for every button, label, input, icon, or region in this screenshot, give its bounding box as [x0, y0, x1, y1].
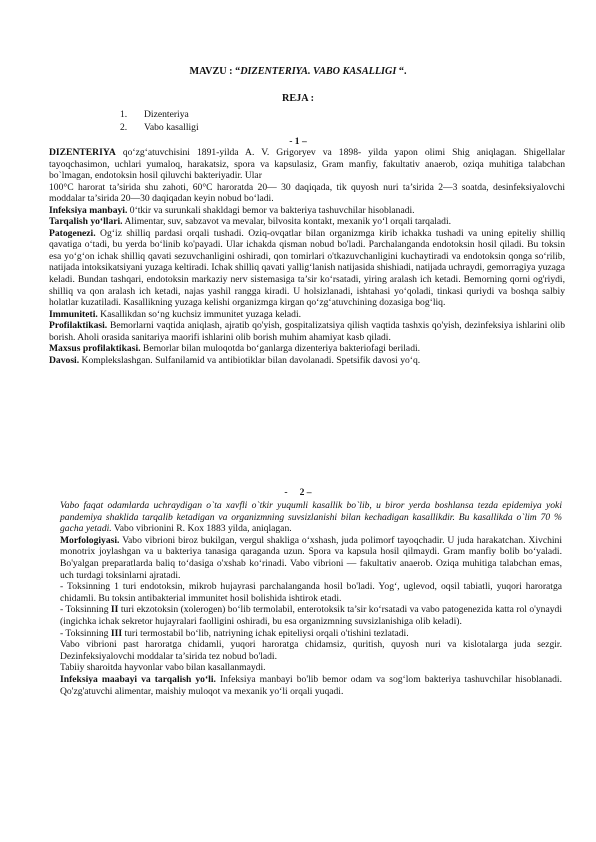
- paragraph-text: - Toksinning: [60, 627, 111, 639]
- paragraph: [60, 535, 562, 581]
- paragraph-text: Infeksiya manbayi bo'lib bemor odam va sog‘lom bakteriya tashuvchilar hisoblanadi. Qo'zg'atuvchi alimentar, maishiy muloqot va mexanik yo‘li orqali yuqadi.: [60, 673, 562, 697]
- paragraph: [49, 355, 565, 367]
- paragraph-text: Bemorlarni vaqtida aniqlash, ajratib qo'yish, gospitalizatsiya qilish vaqtida tashxis qo'yish, dezinfeksiya ishlarini olib borish. Aholi orasida sanitariya maorifi ishlarini olib borish muhim ahamiyat kasb qiladi.: [49, 320, 565, 343]
- term-dizenteriya: DIZENTERIYA: [49, 147, 116, 158]
- plan-heading: REJA :: [282, 93, 314, 104]
- title-italic: DIZENTERIYA. VABO KASALLIGI: [240, 66, 397, 77]
- paragraph: [60, 639, 562, 662]
- paragraph-text: qo‘zg‘atuvchisini 1891-yilda A. V. Grigoryev va 1898- yilda yapon olimi Shig aniqlagan. Shigellalar tayoqchasimon, uchlari yumaloq, harakatsiz, spora va kapsulasiz, Gram manfiy, fakultativ anaerob, oziqa muhitiga talabchan bo`lmagan, endotoksin hosil qiluvchi bakteriyadir. Ular: [49, 147, 565, 182]
- term-infeksiya-manbayi: Infeksiya manbayi.: [49, 204, 128, 216]
- plan-item-number: 2.: [120, 122, 128, 133]
- paragraph-text: turi termostabil bo‘lib, natriyning ichak epiteliysi orqali o'tishini tezlatadi.: [122, 627, 409, 639]
- section-1-marker: - 1 –: [289, 136, 307, 147]
- paragraph: [49, 343, 565, 355]
- paragraph-text: - Toksinning 1 turi endotoksin, mikrob hujayrasi parchalanganda hosil bo'ladi. Yog‘, uglevod, oqsil tabiatli, yuqori haroratga chidamli. Bu toksin antibakterial immunitet hosil bolishida ishtirok etadi.: [60, 581, 562, 604]
- section-1-body: [49, 147, 565, 366]
- plan-item: [120, 108, 199, 121]
- paragraph: [49, 320, 565, 343]
- term-tarqalish-yollari: Tarqalish yo‘llari.: [49, 216, 123, 228]
- paragraph-text: turi ekzotoksin (xolerogen) bo‘lib termolabil, enterotoksik ta’sir ko‘rsatadi va vabo patogenezida katta rol o'ynaydi (ingichka ichak sekretor hujayralari faolligini oshiradi, bu esa organizmning suvsizlanishiga olib keladi).: [60, 604, 562, 627]
- paragraph: [49, 147, 565, 182]
- paragraph-text: Vabo vibrionini R. Kox 1883 yilda, aniqlagan.: [111, 523, 292, 535]
- section-2-body: [60, 500, 562, 697]
- plan-item-number: 1.: [120, 109, 128, 120]
- paragraph: [49, 309, 565, 321]
- paragraph-text: Bemorlar bilan muloqotda bo‘ganlarga dizenteriya bakteriofagi beriladi.: [140, 343, 421, 355]
- paragraph: [49, 205, 565, 217]
- paragraph-text: Vabo vibrioni biroz bukilgan, vergul shakliga o‘xshash, juda polimorf tayoqchadir. U juda harakatchan. Xivchini monotrix joylashgan va u bakteriya tanasiga qaraganda uzun. Spora va kapsula hosil qilmaydi. Gram manfiy bolib bo‘yaladi. Bo'yalgan preparatlarda baliq to‘dasiga o'xshab ko‘rinadi. Vabo vibrioni — fakultativ anaerob. Oziqa muhitiga talabchan emas, uch turdagi toksinlarni ajratadi.: [60, 534, 562, 581]
- title-prefix: MAVZU : “: [189, 66, 241, 77]
- paragraph-text: 0‘tkir va surunkali shakldagi bemor va bakteriya tashuvchilar hisoblanadi.: [127, 204, 415, 216]
- term-immuniteti: Immuniteti.: [49, 308, 98, 320]
- toxin-type-iii: III: [110, 627, 123, 639]
- paragraph: [49, 182, 565, 205]
- term-profilaktikasi: Profilaktikasi.: [49, 320, 108, 332]
- vabo-definition-italic: Vabo faqat odamlarda uchraydigan o`ta xavfli o`tkir yuqumli kasallik bo`lib, u biror yerda boshlansa tezda epidemiya yoki pandemiya shaklida tarqalib ketadigan va organizmning suvsizlanishi bilan kechadigan kasallikdir. Bu kasallikda o`lim 70 % gacha yetadi.: [60, 500, 562, 535]
- paragraph-text: - Toksinning: [60, 604, 111, 616]
- paragraph-text: Komplekslashgan. Sulfanilamid va antibiotiklar bilan davolanadi. Spetsifik davosi yo‘q.: [79, 354, 421, 366]
- paragraph: [60, 581, 562, 604]
- paragraph: [60, 604, 562, 627]
- section-2-marker: - 2 –: [284, 487, 312, 498]
- plan-list: [120, 108, 199, 134]
- term-davosi: Davosi.: [49, 354, 80, 366]
- plan-item-label: Dizenteriya: [144, 109, 189, 120]
- plan-item: [120, 121, 199, 134]
- paragraph-text: Vabo vibrioni past haroratga chidamli, yuqori haroratga chidamsiz, quritish, quyosh nuri va kislotalarga juda sezgir. Dezinfeksiyalovchi moddalar ta’sirida tez nobud bo'ladi.: [60, 639, 562, 662]
- term-patogenezi: Patogenezi.: [49, 227, 96, 239]
- plan-item-label: Vabo kasalligi: [144, 122, 199, 133]
- document-title: [0, 66, 596, 77]
- toxin-type-ii: II: [110, 604, 119, 616]
- paragraph: [60, 500, 562, 535]
- paragraph: [60, 628, 562, 640]
- paragraph: [60, 674, 562, 697]
- title-suffix: “.: [396, 66, 407, 77]
- paragraph: [49, 228, 565, 309]
- paragraph-text: Kasallikdan so‘ng kuchsiz immunitet yuzaga keladi.: [97, 308, 302, 320]
- paragraph: [49, 216, 565, 228]
- paragraph-text: Alimentar, suv, sabzavot va mevalar, bilvosita kontakt, mexanik yo‘l orqali tarqaladi.: [122, 216, 452, 228]
- term-morfologiyasi: Morfologiyasi.: [60, 534, 120, 546]
- paragraph-text: 100°C harorat ta’sirida shu zahoti, 60°C haroratda 20— 30 daqiqada, tik quyosh nuri ta’sirida 2—3 soatda, desinfeksiyalovchi moddalar ta’sirida 20—30 daqiqadan keyin nobud bo‘ladi.: [49, 181, 565, 205]
- paragraph-text: Og‘iz shilliq pardasi orqali tushadi. Oziq-ovqatlar bilan organizmga kirib ichakka tushadi va uning epiteliy shilliq qavatiga o‘tadi, bu yerda bo‘linib ko'payadi. Ular ichakda qisman nobud bo'ladi. Parchalanganda endotoksin hosil qiladi. Bu toksin esa yo‘g‘on ichak shilliq qavati sezuvchanligini oshiradi, qon tomirlari o'tkazuvchanligini kuchaytiradi va endotoksin qonga so‘rilib, natijada intoksikatsiyani yuzaga keltiradi. Ichak shilliq qavati yallig‘lanish natijasida shishiadi, natijada uchraydi, gemorragiya yuzaga keladi. Bundan tashqari, endotoksin markaziy nerv sistemasiga ta’sir ko‘rsatadi, yiring aralash ich ketadi. Bemorning qorni og'riydi, shilliq va qon aralash ich ketadi, najas yashil rangga kiradi. U holsizlanadi, ishtahasi yo‘qoladi, tinkasi quriydi va boshqa salbiy holatlar kuzatiladi. Kasallikning yuzaga kelishi organizmga kirgan qo‘zg‘atuvchining dozasiga bog‘liq.: [49, 227, 565, 309]
- term-maxsus-profilaktikasi: Maxsus profilaktikasi.: [49, 343, 141, 355]
- term-infeksiya-tarqalish: Infeksiya maabayi va tarqalish yo‘li.: [60, 673, 216, 685]
- paragraph: [60, 662, 562, 674]
- paragraph-text: Tabiiy sharoitda hayvonlar vabo bilan kasallanmaydi.: [60, 662, 266, 674]
